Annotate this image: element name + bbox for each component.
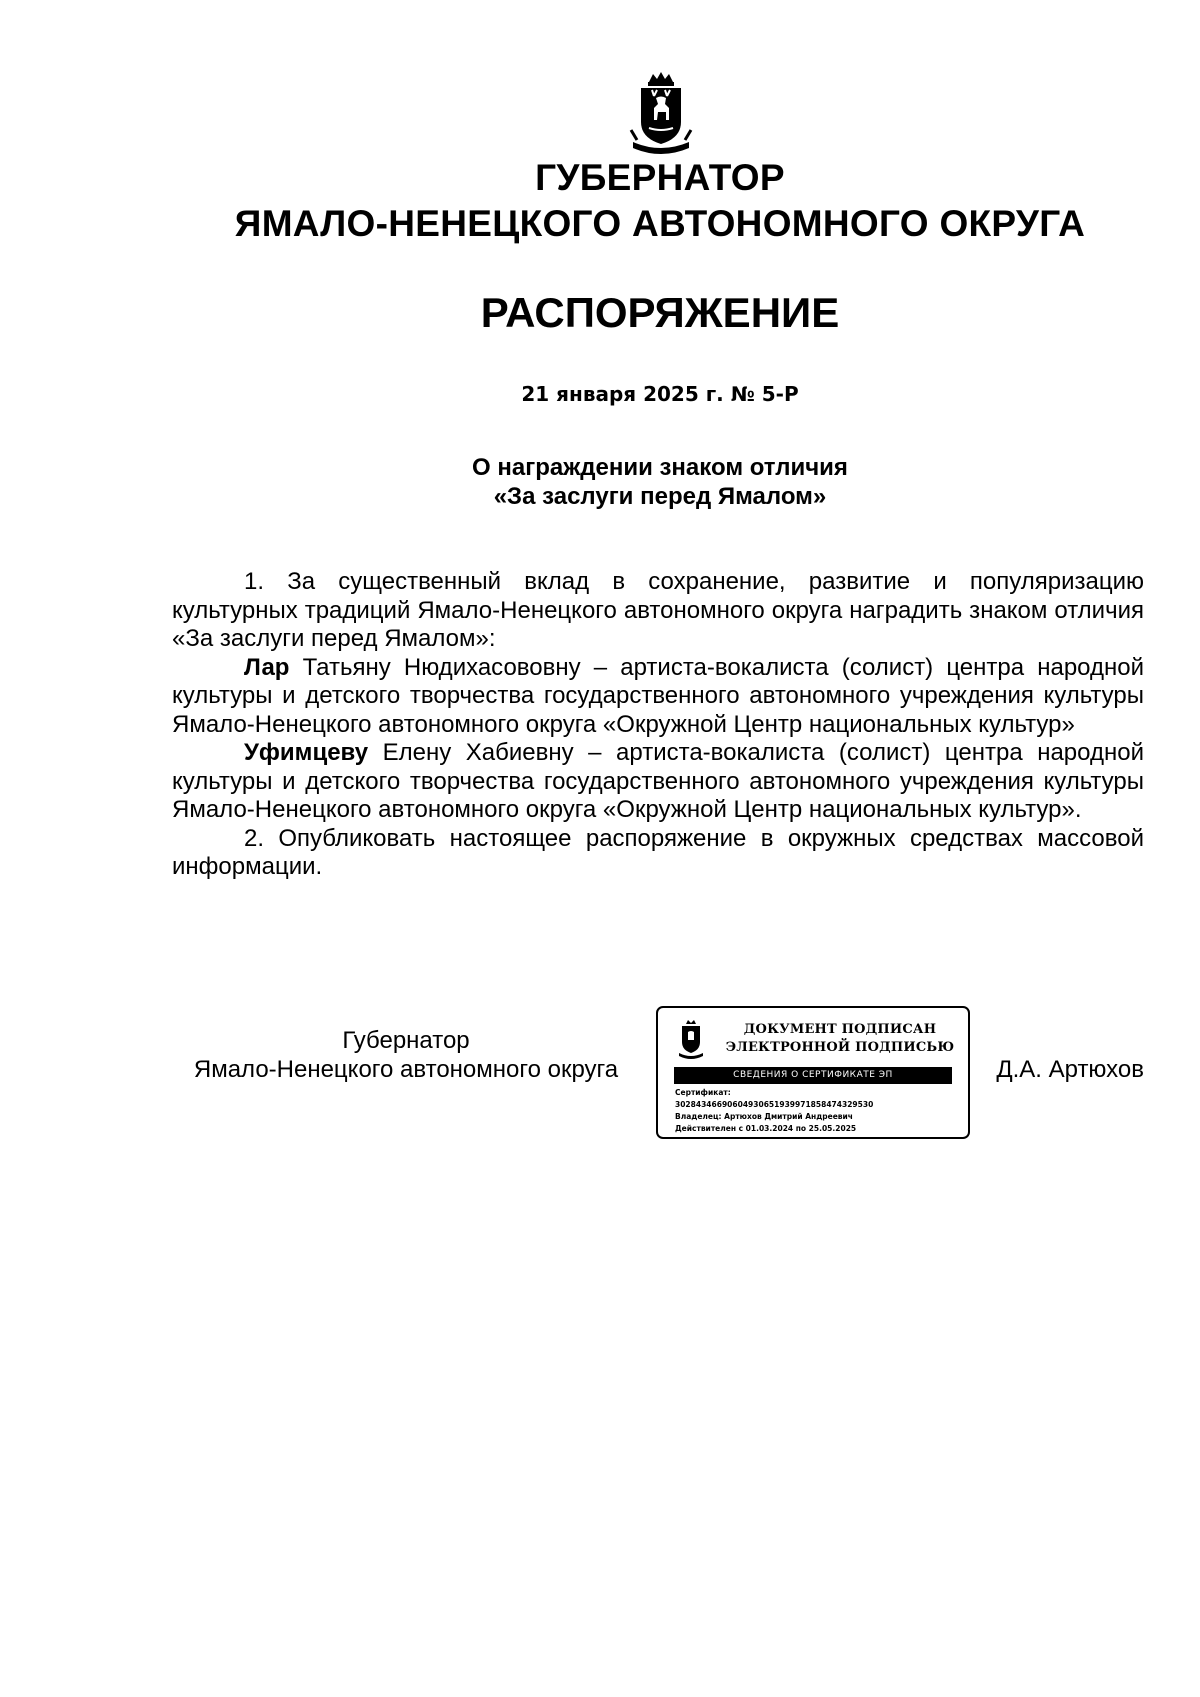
paragraph-2: 2. Опубликовать настоящее распоряжение в окружных средствах массовой информации. bbox=[172, 824, 1144, 880]
issuer-title-line1: ГУБЕРНАТОР bbox=[535, 157, 785, 198]
stamp-heading-line1: ДОКУМЕНТ ПОДПИСАН bbox=[743, 1022, 937, 1037]
paragraph-1: 1. За существенный вклад в сохранение, развитие и популяризацию культурных традиций Ямало-Ненецкого автономного округа наградить знаком отличия «За заслуги перед Ямалом»: bbox=[172, 568, 1144, 652]
issuer-title-line2: ЯМАЛО-НЕНЕЦКОГО АВТОНОМНОГО ОКРУГА bbox=[234, 203, 1086, 244]
awardee-1-details: Татьяну Нюдихасововну – артиста-вокалиста (солист) центра народной культуры и детского творчества государственного автономного учреждения культуры Ямало-Ненецкого автономного округа «Окружной Центр национальных культур» bbox=[172, 653, 1144, 738]
awardee-2-surname: Уфимцеву bbox=[244, 739, 369, 766]
awardee-2 bbox=[172, 739, 1144, 825]
stamp-owner: Владелец: Артюхов Дмитрий Андреевич bbox=[675, 1112, 853, 1121]
issuer-title bbox=[150, 155, 1170, 247]
stamp-coat-of-arms-icon bbox=[676, 1018, 706, 1060]
stamp-heading bbox=[720, 1021, 960, 1057]
coat-of-arms-icon bbox=[623, 68, 699, 158]
awardee-2-details: Елену Хабиевну – артиста-вокалиста (солист) центра народной культуры и детского творчества государственного автономного учреждения культуры Ямало-Ненецкого автономного округа «Окружной Центр национальных культур». bbox=[172, 739, 1144, 823]
document-subject bbox=[150, 453, 1170, 511]
document-date-number: 21 января 2025 г. № 5-Р bbox=[521, 382, 799, 406]
document-body bbox=[172, 568, 1144, 882]
signatory-role-line1: Губернатор bbox=[342, 1027, 470, 1054]
signatory-name: Д.А. Артюхов bbox=[996, 1056, 1144, 1083]
awardee-1 bbox=[172, 654, 1144, 740]
stamp-heading-line2: ЭЛЕКТРОННОЙ ПОДПИСЬЮ bbox=[725, 1040, 955, 1055]
stamp-details bbox=[675, 1087, 960, 1135]
subject-line2: «За заслуги перед Ямалом» bbox=[493, 483, 827, 510]
stamp-cert-value: 30284346690604930651939971858474329530 bbox=[675, 1100, 874, 1109]
stamp-certificate-bar: СВЕДЕНИЯ О СЕРТИФИКАТЕ ЭП bbox=[674, 1067, 952, 1084]
electronic-signature-stamp bbox=[656, 1006, 970, 1139]
signatory-role bbox=[172, 1026, 640, 1084]
awardee-1-surname: Лар bbox=[244, 653, 290, 681]
signatory-role-line2: Ямало-Ненецкого автономного округа bbox=[193, 1056, 619, 1083]
document-type: РАСПОРЯЖЕНИЕ bbox=[480, 289, 840, 336]
subject-line1: О награждении знаком отличия bbox=[472, 454, 848, 481]
stamp-cert-label: Сертификат: bbox=[675, 1088, 731, 1097]
stamp-validity: Действителен с 01.03.2024 по 25.05.2025 bbox=[675, 1124, 857, 1133]
